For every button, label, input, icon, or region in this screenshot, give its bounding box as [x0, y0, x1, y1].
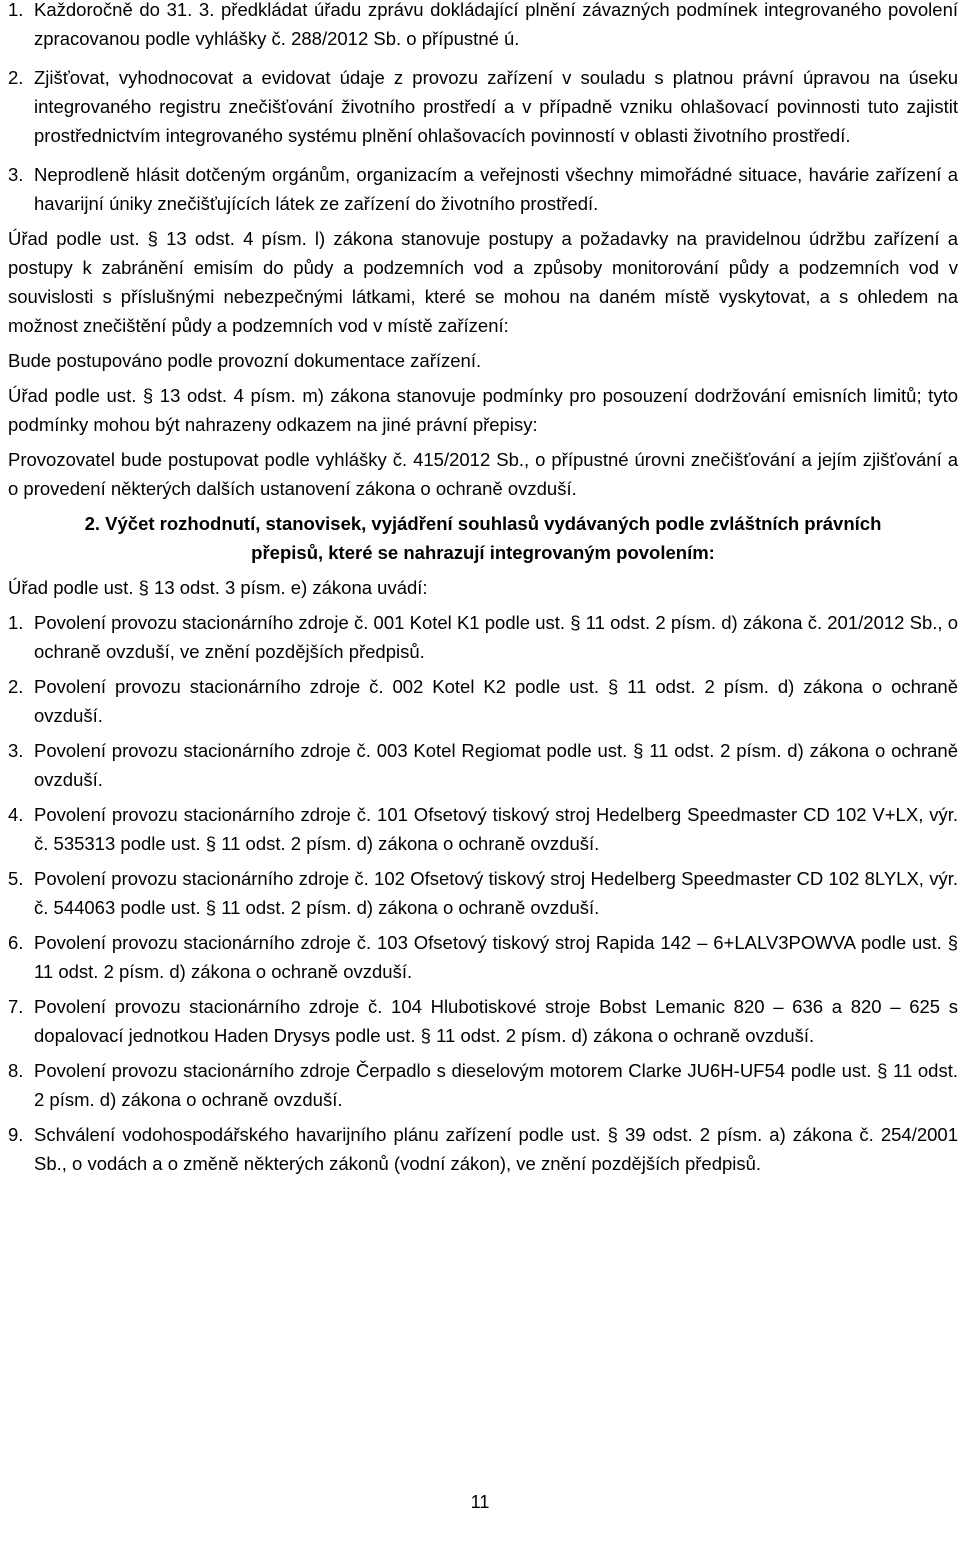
list-item-number: 2. — [8, 676, 24, 697]
list-item — [8, 608, 958, 666]
list-item-text: Povolení provozu stacionárního zdroje č. 103 Ofsetový tiskový stroj Rapida 142 – 6+LALV3POWVA podle ust. § 11 odst. 2 písm. d) zákona o ochraně ovzduší. — [34, 932, 958, 982]
list-item — [8, 1120, 958, 1178]
list-item-text: Povolení provozu stacionárního zdroje Čerpadlo s dieselovým motorem Clarke JU6H-UF54 podle ust. § 11 odst. 2 písm. d) zákona o ochraně ovzduší. — [34, 1060, 958, 1110]
list-item-number: 6. — [8, 932, 24, 953]
paragraph-maintenance: Úřad podle ust. § 13 odst. 4 písm. l) zákona stanovuje postupy a požadavky na pravidelnou údržbu zařízení a postupy k zabránění emisím do půdy a podzemních vod a způsoby monitorování půdy a podzemních vod v souvislosti s příslušnými nebezpečnými látkami, které se mohou na daném místě vyskytovat, a s ohledem na možnost znečištění půdy a podzemních vod v místě zařízení: — [8, 228, 958, 336]
list-item-number: 2. — [8, 67, 24, 88]
list-item-number: 4. — [8, 804, 24, 825]
list-item-text: Zjišťovat, vyhodnocovat a evidovat údaje z provozu zařízení v souladu s platnou právní úpravou na úseku integrovaného registru znečišťování životního prostředí a v případně vzniku ohlašovací povinnosti tuto zajistit prostřednictvím integrovaného systému plnění ohlašovacích povinností v oblasti životního prostředí. — [34, 67, 958, 146]
list-item-number: 8. — [8, 1060, 24, 1081]
list-item-text: Povolení provozu stacionárního zdroje č. 001 Kotel K1 podle ust. § 11 odst. 2 písm. d) zákona č. 201/2012 Sb., o ochraně ovzduší, ve znění pozdějších předpisů. — [34, 612, 958, 662]
list-item-number: 7. — [8, 996, 24, 1017]
paragraph-maintenance-answer: Bude postupováno podle provozní dokumentace zařízení. — [8, 350, 482, 371]
list-item-text: Povolení provozu stacionárního zdroje č. 002 Kotel K2 podle ust. § 11 odst. 2 písm. d) zákona o ochraně ovzduší. — [34, 676, 958, 726]
list-item-number: 3. — [8, 740, 24, 761]
section-heading — [8, 509, 958, 567]
list-item-text: Každoročně do 31. 3. předkládat úřadu zprávu dokládající plnění závazných podmínek integrovaného povolení zpracovanou podle vyhlášky č. 288/2012 Sb. o přípustné ú. — [34, 0, 958, 49]
list-item — [8, 992, 958, 1050]
list-item-text: Povolení provozu stacionárního zdroje č. 003 Kotel Regiomat podle ust. § 11 odst. 2 písm. d) zákona o ochraně ovzduší. — [34, 740, 958, 790]
list-item-number: 1. — [8, 0, 24, 20]
list-item — [8, 63, 958, 150]
list-item-text: Povolení provozu stacionárního zdroje č. 104 Hlubotiskové stroje Bobst Lemanic 820 – 636 a 820 – 625 s dopalovací jednotkou Haden Drysys podle ust. § 11 odst. 2 písm. d) zákona o ochraně ovzduší. — [34, 996, 958, 1046]
page-number: 11 — [470, 1492, 490, 1512]
list-item-text: Neprodleně hlásit dotčeným orgánům, organizacím a veřejnosti všechny mimořádné situace, havárie zařízení a havarijní úniky znečišťujících látek ze zařízení do životního prostředí. — [34, 164, 958, 214]
list-item — [8, 672, 958, 730]
list-item-number: 5. — [8, 868, 24, 889]
section-title-line-2: přepisů, které se nahrazují integrovaným povolením: — [251, 542, 715, 563]
list-item-text: Povolení provozu stacionárního zdroje č. 101 Ofsetový tiskový stroj Hedelberg Speedmaster CD 102 V+LX, výr. č. 535313 podle ust. § 11 odst. 2 písm. d) zákona o ochraně ovzduší. — [34, 804, 958, 854]
list-item-number: 9. — [8, 1124, 24, 1145]
list-item — [8, 1056, 958, 1114]
list-item — [8, 160, 958, 218]
section-number: 2. — [84, 513, 101, 534]
list-item — [8, 928, 958, 986]
paragraph-emission-limits: Úřad podle ust. § 13 odst. 4 písm. m) zákona stanovuje podmínky pro posouzení dodržování emisních limitů; tyto podmínky mohou být nahrazeny odkazem na jiné právní přepisy: — [8, 385, 958, 435]
document-page — [8, 0, 958, 1178]
list-item-text: Povolení provozu stacionárního zdroje č. 102 Ofsetový tiskový stroj Hedelberg Speedmaster CD 102 8LYLX, výr. č. 544063 podle ust. § 11 odst. 2 písm. d) zákona o ochraně ovzduší. — [34, 868, 958, 918]
list-item — [8, 736, 958, 794]
list-item — [8, 800, 958, 858]
list-item — [8, 864, 958, 922]
paragraph-emission-limits-answer: Provozovatel bude postupovat podle vyhlášky č. 415/2012 Sb., o přípustné úrovni znečišťování a jejím zjišťování a o provedení některých dalších ustanovení zákona o ochraně ovzduší. — [8, 449, 958, 499]
paragraph-permits-intro: Úřad podle ust. § 13 odst. 3 písm. e) zákona uvádí: — [8, 577, 428, 598]
list-item — [8, 0, 958, 53]
list-item-number: 1. — [8, 612, 24, 633]
section-title-line-1: Výčet rozhodnutí, stanovisek, vyjádření souhlasů vydávaných podle zvláštních právních — [105, 513, 882, 534]
list-item-number: 3. — [8, 164, 24, 185]
list-item-text: Schválení vodohospodářského havarijního plánu zařízení podle ust. § 39 odst. 2 písm. a) zákona č. 254/2001 Sb., o vodách a o změně některých zákonů (vodní zákon), ve znění pozdějších předpisů. — [34, 1124, 958, 1174]
